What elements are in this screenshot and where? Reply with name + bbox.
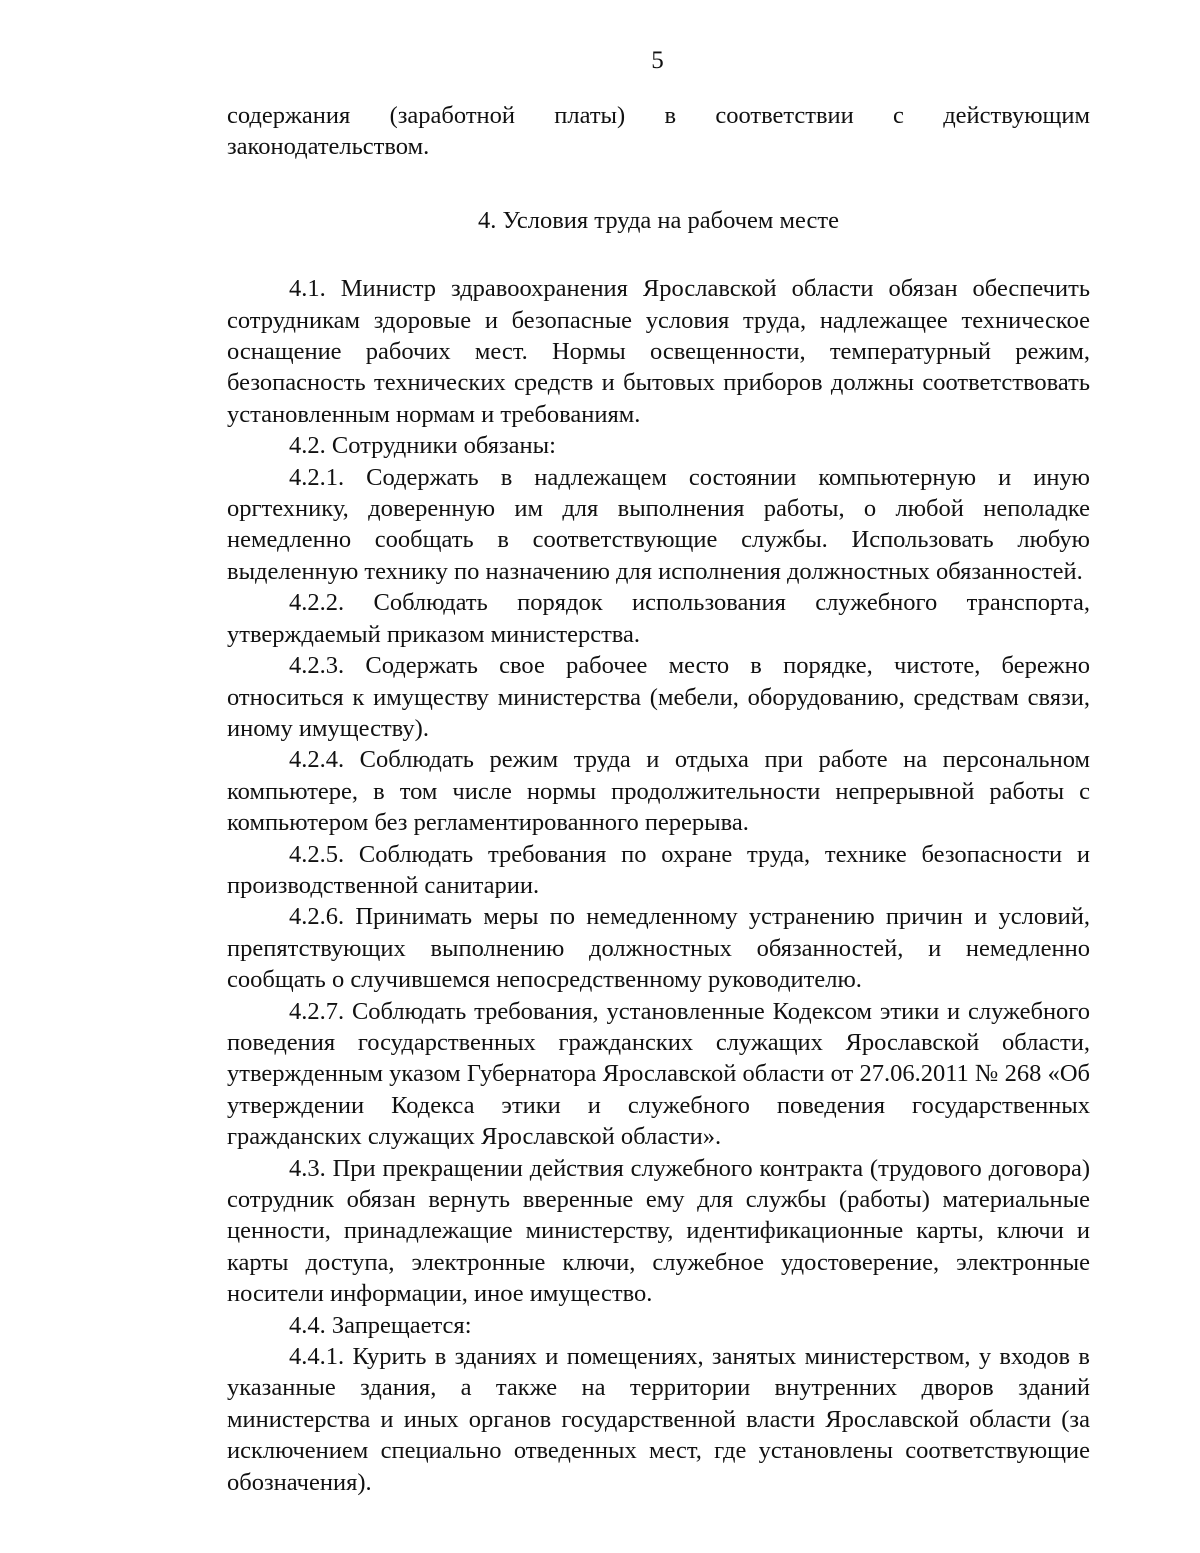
- paragraph-4-2-2: 4.2.2. Соблюдать порядок использования служебного транспорта, утверждаемый приказом министерства.: [227, 589, 1090, 648]
- paragraph-4-4-1: 4.4.1. Курить в зданиях и помещениях, занятых министерством, у входов в указанные здания, а также на территории внутренних дворов зданий министерства и иных органов государственной власти Ярославской области (за исключением специально отведенных мест, где установлены соответствующие обозначения).: [227, 1343, 1090, 1496]
- paragraph-4-2: 4.2. Сотрудники обязаны:: [289, 432, 556, 460]
- paragraph-4-1: 4.1. Министр здравоохранения Ярославской области обязан обеспечить сотрудникам здоровые и безопасные условия труда, надлежащее техническое оснащение рабочих мест. Нормы освещенности, температурный режим, безопасность технических средств и бытовых приборов должны соответствовать установленным нормам и требованиям.: [227, 275, 1090, 428]
- paragraph-4-4: 4.4. Запрещается:: [289, 1311, 472, 1339]
- page-number: 5: [651, 47, 664, 74]
- paragraph-4-2-3: 4.2.3. Содержать свое рабочее место в порядке, чистоте, бережно относиться к имуществу министерства (мебели, оборудованию, средствам связи, иному имуществу).: [227, 652, 1090, 742]
- paragraph-4-2-5: 4.2.5. Соблюдать требования по охране труда, технике безопасности и производственной санитарии.: [227, 840, 1090, 899]
- paragraph-4-2-7: 4.2.7. Соблюдать требования, установленные Кодексом этики и служебного поведения государственных гражданских служащих Ярославской области, утвержденным указом Губернатора Ярославской области от 27.06.2011 № 268 «Об утверждении Кодекса этики и служебного поведения государственных гражданских служащих Ярославской области».: [227, 997, 1090, 1151]
- paragraph-4-2-6: 4.2.6. Принимать меры по немедленному устранению причин и условий, препятствующих выполнению должностных обязанностей, и немедленно сообщать о случившемся непосредственному руководителю.: [227, 903, 1090, 994]
- section-title: 4. Условия труда на рабочем месте: [477, 206, 840, 234]
- paragraph-4-3: 4.3. При прекращении действия служебного контракта (трудового договора) сотрудник обязан вернуть вверенные ему для службы (работы) материальные ценности, принадлежащие министерству, идентификационные карты, ключи и карты доступа, электронные ключи, служебное удостоверение, электронные носители информации, иное имущество.: [227, 1154, 1090, 1308]
- lead-paragraph: содержания (заработной платы) в соответствии с действующим законодательством.: [227, 102, 1090, 161]
- paragraph-4-2-1: 4.2.1. Содержать в надлежащем состоянии компьютерную и иную оргтехнику, доверенную им для выполнения работы, о любой неполадке немедленно сообщать в соответствующие службы. Использовать любую выделенную технику по назначению для исполнения должностных обязанностей.: [227, 463, 1090, 585]
- paragraph-4-2-4: 4.2.4. Соблюдать режим труда и отдыха при работе на персональном компьютере, в том числе нормы продолжительности непрерывной работы с компьютером без регламентированного перерыва.: [227, 746, 1090, 837]
- document-body: [227, 100, 1090, 1498]
